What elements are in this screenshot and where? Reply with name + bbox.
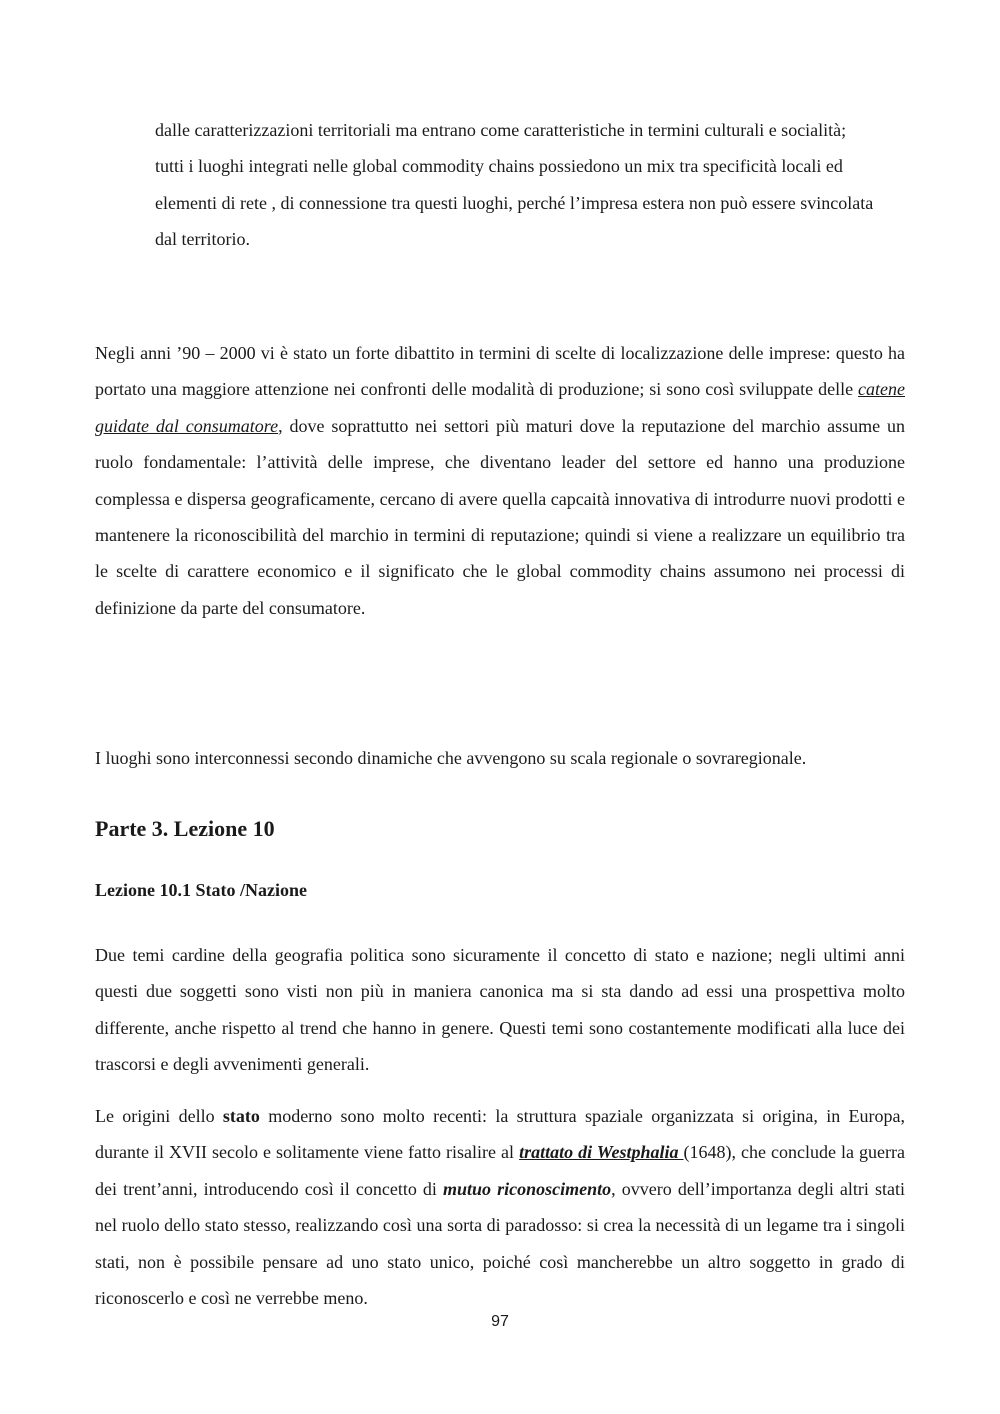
paragraph-state-nation: Due temi cardine della geografia politica sono sicuramente il concetto di stato e nazione; negli ultimi anni questi due soggetti sono visti non più in maniera canonica ma si sta dando ad essi una prospettiva molto differente, anche rispetto al trend che hanno in genere. Questi temi sono costantemente modificati alla luce dei trascorsi e degli avvenimenti generali. xyxy=(95,945,905,1075)
paragraph-text: moderno sono molto recenti: la struttura spaziale organizzata si origina, in Europa, durante il XVII secolo e solitamente viene fatto risalire al xyxy=(95,1106,905,1163)
subsection-heading: Lezione 10.1 Stato /Nazione xyxy=(95,880,307,900)
paragraph-text: (1648), che conclude la guerra dei trent’anni, introducendo così il concetto di xyxy=(95,1142,905,1199)
page-number: 97 xyxy=(491,1313,509,1330)
bold-term-mutual-recognition: mutuo riconoscimento xyxy=(443,1178,612,1199)
bold-term-stato: stato xyxy=(222,1106,260,1126)
paragraph-text: , dove soprattutto nei settori più maturi dove la reputazione del marchio assume un ruolo fondamentale: l’attività delle imprese, che diventano leader del settore ed hanno una produzione complessa e dispersa geograficamente, cercano di avere quella capcaità innovativa di introdurre nuovi prodotti e mantenere la riconoscibilità del marchio in termini di reputazione; quindi si viene a realizzare un equilibrio tra le scelte di carattere economico e il significato che le global commodity chains assumono nei processi di definizione da parte del consumatore. xyxy=(95,415,905,618)
paragraph-text: Le origini dello xyxy=(95,1106,223,1126)
quote-paragraph: dalle caratterizzazioni territoriali ma entrano come caratteristiche in termini culturali e socialità; tutti i luoghi integrati nelle global commodity chains possiedono un mix tra specificità locali ed elementi di rete , di connessione tra questi luoghi, perché l’impresa estera non può essere svincolata dal territorio. xyxy=(155,120,874,250)
paragraph-state-origins xyxy=(95,1098,905,1316)
paragraph-consumer-chains xyxy=(95,335,905,626)
paragraph-places: I luoghi sono interconnessi secondo dinamiche che avvengono su scala regionale o sovraregionale. xyxy=(95,748,807,768)
paragraph-text: Negli anni ’90 – 2000 vi è stato un forte dibattito in termini di scelte di localizzazione delle imprese: questo ha portato una maggiore attenzione nei confronti delle modalità di produzione; si sono così sviluppate delle xyxy=(95,343,905,400)
section-heading: Parte 3. Lezione 10 xyxy=(95,816,275,841)
consumer-chains-link[interactable]: catene guidate dal consumatore xyxy=(95,379,905,436)
westphalia-link[interactable]: trattato di Westphalia xyxy=(519,1142,684,1163)
paragraph-text: , ovvero dell’importanza degli altri stati nel ruolo dello stato stesso, realizzando così una sorta di paradosso: si crea la necessità di un legame tra i singoli stati, non è possibile pensare ad uno stato unico, poiché così mancherebbe un altro soggetto in grado di riconoscerlo e così ne verrebbe meno. xyxy=(95,1178,906,1309)
